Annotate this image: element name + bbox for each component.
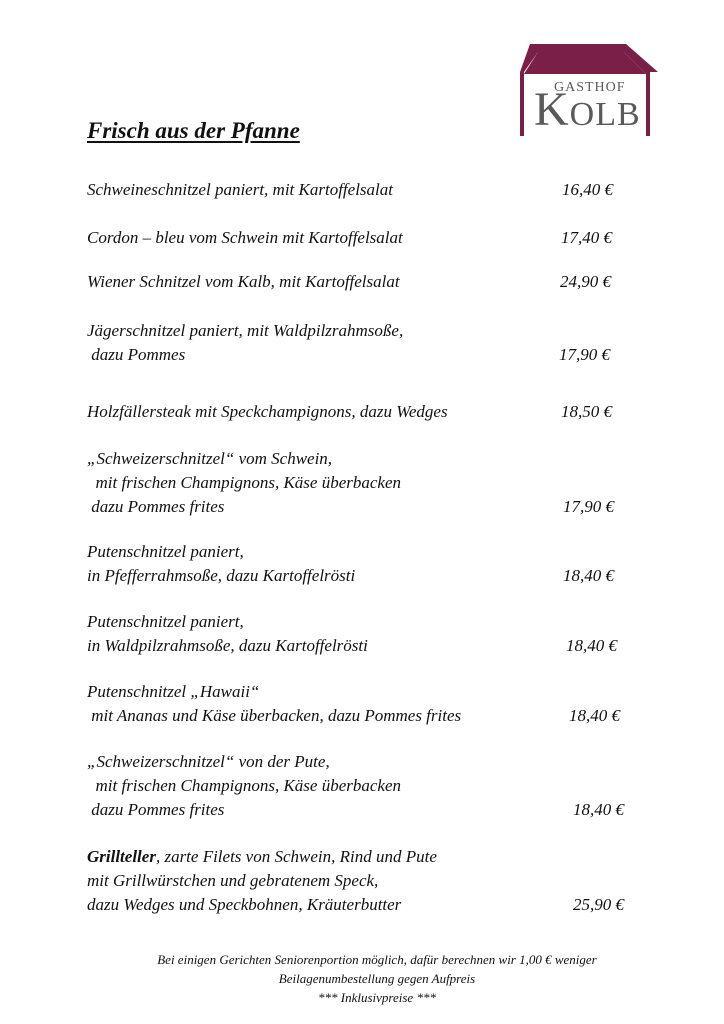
menu-item-price: 18,40 € [563, 566, 614, 585]
menu-item-line: in Pfefferrahmsoße, dazu Kartoffelrösti [87, 566, 356, 585]
menu-item-line: dazu Pommes frites [87, 497, 225, 516]
gasthof-kolb-logo [516, 36, 666, 140]
menu-item-line: dazu Wedges und Speckbohnen, Kräuterbutter [87, 895, 402, 914]
menu-item-price: 17,90 € [559, 345, 610, 364]
menu-item-line: Jägerschnitzel paniert, mit Waldpilzrahmsoße, [87, 321, 404, 340]
menu-item-line: Putenschnitzel „Hawaii“ [87, 682, 260, 701]
menu-item [87, 270, 400, 294]
menu-item [87, 750, 401, 822]
menu-item-price: 18,50 € [561, 402, 612, 421]
menu-item [87, 226, 403, 250]
footer-note [0, 950, 724, 1007]
footer-line-senior: Bei einigen Gerichten Seniorenportion möglich, dafür berechnen wir 1,00 € weniger [157, 952, 597, 967]
menu-item-price: 18,40 € [569, 706, 620, 725]
menu-item-line: „Schweizerschnitzel“ von der Pute, [87, 752, 330, 771]
menu-item-price: 25,90 € [573, 895, 624, 914]
menu-item [87, 400, 448, 424]
menu-item [87, 447, 401, 519]
menu-item-line: mit Ananas und Käse überbacken, dazu Pommes frites [87, 706, 462, 725]
menu-item [87, 178, 393, 202]
menu-item-price: 17,90 € [563, 497, 614, 516]
menu-item-line: Wiener Schnitzel vom Kalb, mit Kartoffelsalat [87, 272, 400, 291]
menu-item-line: dazu Pommes frites [87, 800, 225, 819]
menu-item-line: mit Grillwürstchen und gebratenem Speck, [87, 871, 379, 890]
menu-item-line: mit frischen Champignons, Käse überbacken [87, 776, 401, 795]
menu-item-line: mit frischen Champignons, Käse überbacken [87, 473, 401, 492]
logo-gasthof-text: GASTHOF [554, 80, 626, 95]
menu-item [87, 540, 355, 588]
menu-item-line: Grillteller, zarte Filets von Schwein, Rind und Pute [87, 847, 437, 866]
menu-item-line: Putenschnitzel paniert, [87, 542, 244, 561]
menu-item-line: Cordon – bleu vom Schwein mit Kartoffelsalat [87, 228, 403, 247]
menu-item-line: Schweineschnitzel paniert, mit Kartoffelsalat [87, 180, 393, 199]
menu-item-price: 16,40 € [562, 180, 613, 199]
menu-item [87, 319, 403, 367]
menu-item-bold-lead: Grillteller [87, 847, 156, 866]
menu-item-price: 24,90 € [560, 272, 611, 291]
menu-item-line: in Waldpilzrahmsoße, dazu Kartoffelrösti [87, 636, 368, 655]
footer-line-prices: *** Inklusivpreise *** [318, 990, 436, 1005]
menu-item-price: 18,40 € [573, 800, 624, 819]
menu-item [87, 610, 368, 658]
logo-kolb-text: KOLB [534, 83, 641, 136]
menu-item-line: dazu Pommes [87, 345, 186, 364]
menu-item-price: 18,40 € [566, 636, 617, 655]
section-title: Frisch aus der Pfanne [87, 118, 300, 143]
menu-item [87, 845, 437, 917]
menu-item-price: 17,40 € [561, 228, 612, 247]
menu-item-line: „Schweizerschnitzel“ vom Schwein, [87, 449, 333, 468]
menu-item-line: Holzfällersteak mit Speckchampignons, dazu Wedges [87, 402, 448, 421]
menu-item [87, 680, 461, 728]
menu-item-line: Putenschnitzel paniert, [87, 612, 244, 631]
footer-line-sides: Beilagenumbestellung gegen Aufpreis [278, 971, 476, 986]
